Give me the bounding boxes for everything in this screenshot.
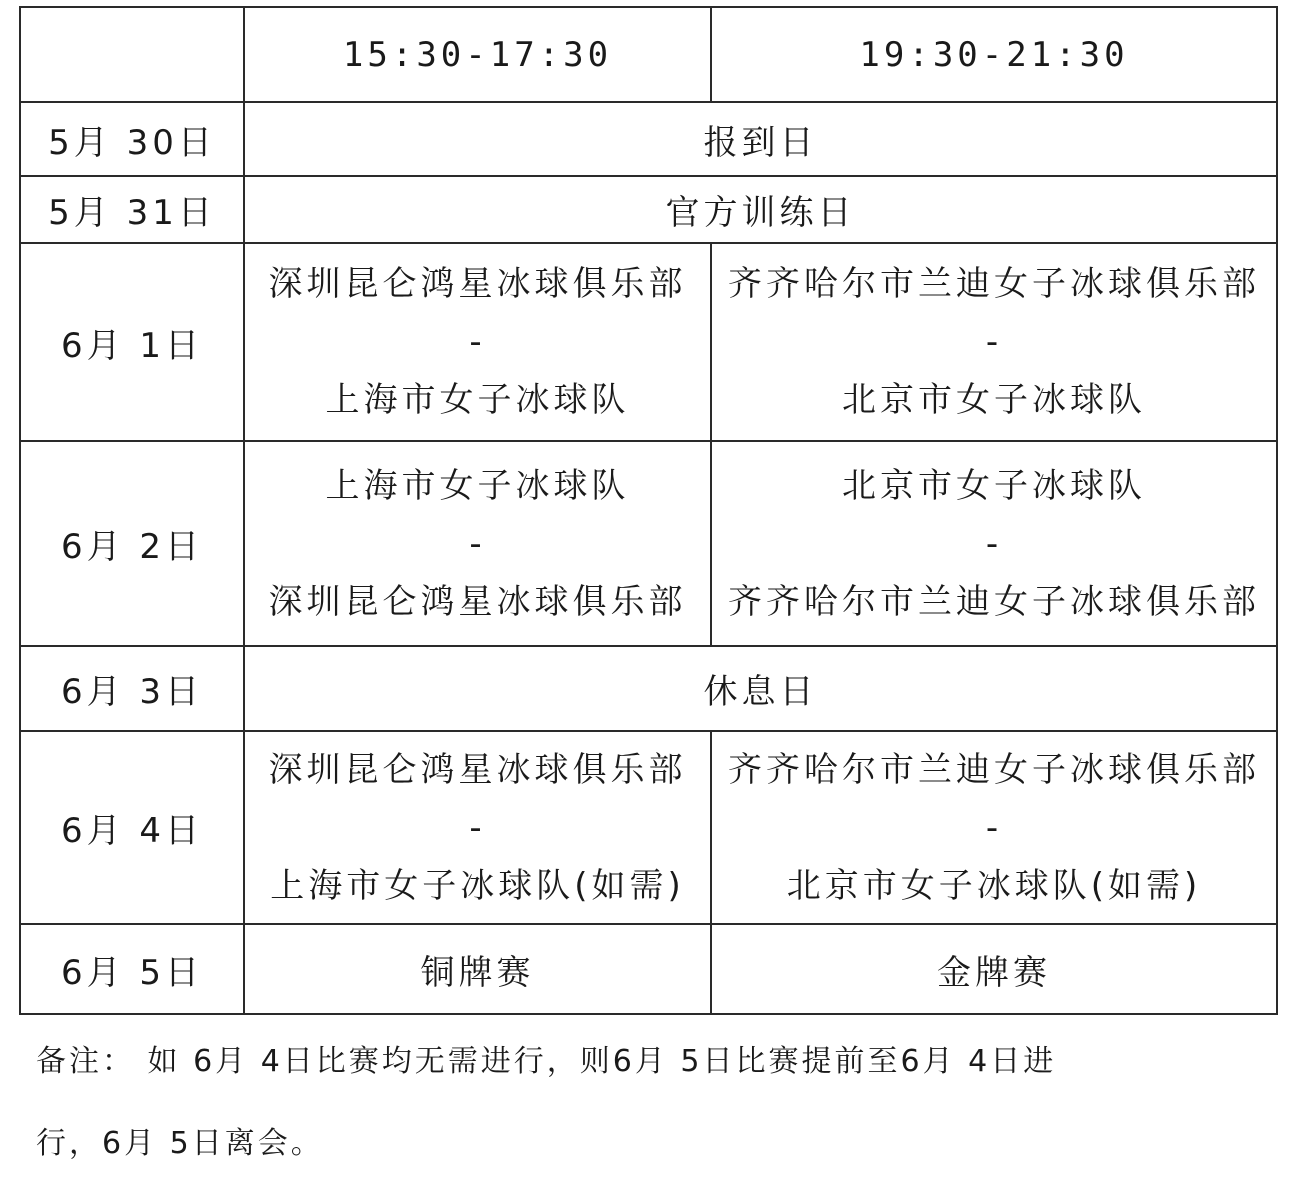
team-home: 齐齐哈尔市兰迪女子冰球俱乐部 — [728, 749, 1260, 790]
team-home: 北京市女子冰球队 — [842, 465, 1146, 506]
table-row — [20, 441, 1277, 646]
vs-separator: - — [985, 322, 1003, 362]
vs-separator: - — [985, 807, 1003, 848]
date-cell: 6月 1日 — [20, 243, 244, 441]
vs-separator: - — [469, 523, 486, 564]
team-away: 深圳昆仑鸿星冰球俱乐部 — [268, 581, 687, 622]
date-cell: 6月 4日 — [20, 731, 244, 924]
full-day-event: 报到日 — [244, 102, 1277, 176]
schedule-table — [19, 6, 1278, 1015]
vs-separator: - — [469, 807, 486, 848]
team-home: 上海市女子冰球队 — [325, 465, 630, 506]
match-cell — [244, 731, 711, 924]
match-cell — [711, 731, 1277, 924]
full-day-event: 官方训练日 — [244, 176, 1277, 243]
header-corner-cell — [20, 7, 244, 102]
full-day-event: 休息日 — [244, 646, 1277, 731]
team-away: 北京市女子冰球队 — [842, 380, 1146, 420]
match-cell — [244, 441, 711, 646]
match-cell — [711, 243, 1277, 441]
table-row — [20, 102, 1277, 176]
table-row — [20, 176, 1277, 243]
table-row — [20, 731, 1277, 924]
team-home: 齐齐哈尔市兰迪女子冰球俱乐部 — [728, 264, 1260, 304]
date-cell: 6月 2日 — [20, 441, 244, 646]
team-home: 深圳昆仑鸿星冰球俱乐部 — [268, 749, 687, 790]
match-cell — [711, 441, 1277, 646]
date-cell: 5月 30日 — [20, 102, 244, 176]
vs-separator: - — [985, 523, 1003, 564]
team-away: 上海市女子冰球队 — [325, 380, 630, 420]
gold-medal-match: 金牌赛 — [711, 924, 1277, 1014]
team-away: 北京市女子冰球队(如需) — [786, 865, 1202, 906]
vs-separator: - — [469, 322, 486, 362]
table-row — [20, 243, 1277, 441]
team-away: 上海市女子冰球队(如需) — [270, 865, 685, 906]
header-row — [20, 7, 1277, 102]
note-line-1: 备注： 如 6月 4日比赛均无需进行，则6月 5日比赛提前至6月 4日进 — [36, 1044, 1057, 1079]
table-row — [20, 924, 1277, 1014]
time-slot-afternoon: 15:30-17:30 — [244, 7, 711, 102]
bronze-medal-match: 铜牌赛 — [244, 924, 711, 1014]
time-slot-evening: 19:30-21:30 — [711, 7, 1277, 102]
team-away: 齐齐哈尔市兰迪女子冰球俱乐部 — [728, 581, 1260, 622]
date-cell: 6月 3日 — [20, 646, 244, 731]
table-row — [20, 646, 1277, 731]
match-cell — [244, 243, 711, 441]
date-cell: 5月 31日 — [20, 176, 244, 243]
note-line-2: 行，6月 5日离会。 — [36, 1126, 324, 1161]
team-home: 深圳昆仑鸿星冰球俱乐部 — [268, 264, 687, 304]
date-cell: 6月 5日 — [20, 924, 244, 1014]
